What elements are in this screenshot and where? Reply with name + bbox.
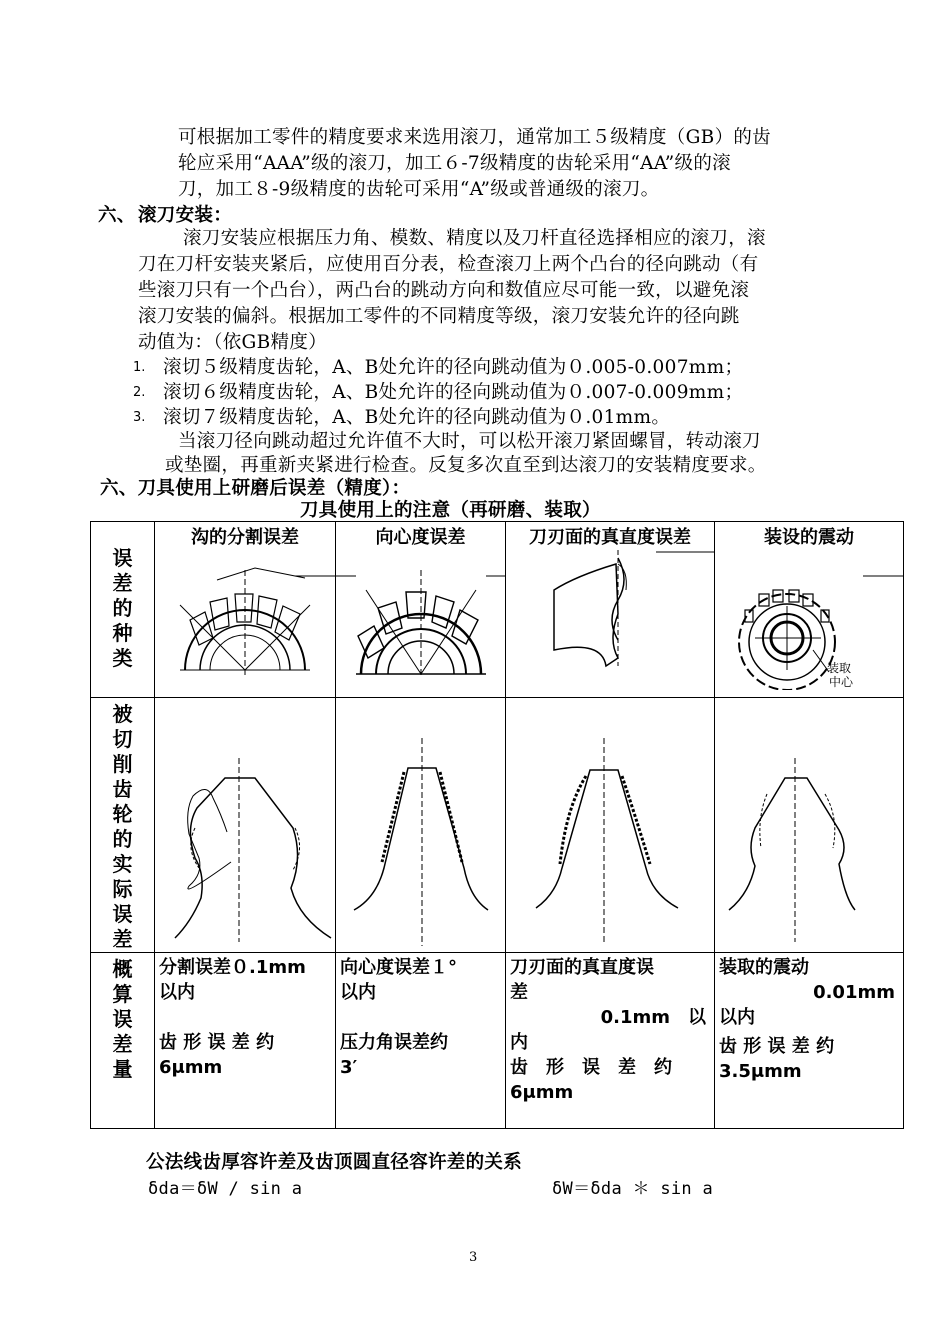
row-label-actual-error: 被切削齿轮的实际误差 — [91, 698, 155, 953]
closing-line-1: 当滚刀径向跳动超过允许值不大时，可以松开滚刀紧固螺冒，转动滚刀 — [178, 431, 761, 452]
install-line-1: 滚刀安装应根据压力角、模数、精度以及刀杆直径选择相应的滚刀，滚 — [183, 228, 766, 249]
tooth-profile-vibration — [715, 698, 904, 953]
chuck-label: 中心 — [829, 675, 854, 689]
column-concentricity-error — [336, 522, 506, 698]
row-label-estimate: 概算误差量 — [91, 953, 155, 1129]
list-item: 滚切６级精度齿轮，A、B处允许的径向跳动值为０.007-0.009mm； — [163, 382, 744, 403]
gear-tooth-diagram — [336, 698, 506, 946]
install-line-5: 动值为：（依GB精度） — [138, 332, 327, 353]
install-line-2: 刀在刀杆安装夹紧后，应使用百分表，检查滚刀上两个凸台的径向跳动（有 — [138, 254, 759, 275]
chuck-label: 装取 — [827, 661, 852, 675]
estimate-vibration: 装取的震动 0.01mm 以内 齿 形 误 差 约 3.5μmm — [715, 953, 904, 1129]
estimate-division: 分割误差０.1mm 以内 齿 形 误 差 约 6μmm — [155, 953, 336, 1129]
tooth-profile-division — [155, 698, 336, 953]
formula-title: 公法线齿厚容许差及齿顶圆直径容许差的关系 — [146, 1152, 523, 1173]
gear-tooth-diagram — [506, 698, 714, 946]
list-number: 1. — [133, 360, 146, 375]
column-header: 沟的分割误差 — [191, 527, 299, 548]
intro-line-3: 刀，加工８-9级精度的齿轮可采用“A”级或普通级的滚刀。 — [178, 179, 660, 200]
column-division-error — [155, 522, 336, 698]
column-header: 装设的震动 — [764, 527, 854, 548]
closing-line-2: 或垫圈，再重新夹紧进行检查。反复多次直至到达滚刀的安装精度要求。 — [165, 455, 767, 476]
estimate-concentricity: 向心度误差１° 以内 压力角误差约 3′ — [336, 953, 506, 1129]
estimate-straightness: 刀刃面的真直度误 差 0.1mm 以 内 齿 形 误 差 约 6μmm — [506, 953, 715, 1129]
column-straightness-error — [506, 522, 715, 698]
intro-line-2: 轮应采用“AAA”级的滚刀，加工６-7级精度的齿轮采用“AA”级的滚 — [178, 153, 731, 174]
list-item: 滚切７级精度齿轮，A、B处允许的径向跳动值为０.01mm。 — [163, 407, 671, 428]
list-item: 滚切５级精度齿轮，A、B处允许的径向跳动值为０.005-0.007mm； — [163, 357, 744, 378]
section-title: 滚刀安装： — [138, 205, 233, 226]
install-line-3: 些滚刀只有一个凸台），两凸台的跳动方向和数值应尽可能一致，以避免滚 — [138, 280, 750, 301]
column-header: 向心度误差 — [375, 527, 466, 548]
row-label-error-type: 误差的种类 — [91, 522, 155, 698]
page-number: 3 — [469, 1250, 478, 1265]
hob-division-diagram — [155, 550, 335, 690]
hob-mount-diagram — [715, 550, 903, 690]
hob-face-diagram — [506, 550, 714, 670]
column-mount-vibration — [715, 522, 904, 698]
intro-line-1: 可根据加工零件的精度要求来选用滚刀，通常加工５级精度（GB）的齿 — [178, 127, 771, 148]
formula-left: δda＝δW / sin a — [148, 1179, 303, 1199]
install-line-4: 滚刀安装的偏斜。根据加工零件的不同精度等级，滚刀安装允许的径向跳 — [138, 306, 740, 327]
section-number: 六、 — [98, 205, 136, 226]
formula-right: δW＝δda ＊ sin a — [552, 1179, 714, 1199]
hob-concentricity-diagram — [336, 550, 506, 690]
gear-tooth-diagram — [155, 698, 335, 946]
section6-title: 六、刀具使用上研磨后误差（精度）： — [100, 478, 411, 499]
column-header: 刀刃面的真直度误差 — [529, 527, 691, 548]
tooth-profile-concentricity — [336, 698, 506, 953]
list-number: 3. — [133, 410, 146, 425]
tooth-profile-straightness — [506, 698, 715, 953]
table-title: 刀具使用上的注意（再研磨、装取） — [300, 500, 601, 521]
gear-tooth-diagram — [715, 698, 903, 946]
error-table — [90, 521, 904, 1129]
list-number: 2. — [133, 385, 146, 400]
